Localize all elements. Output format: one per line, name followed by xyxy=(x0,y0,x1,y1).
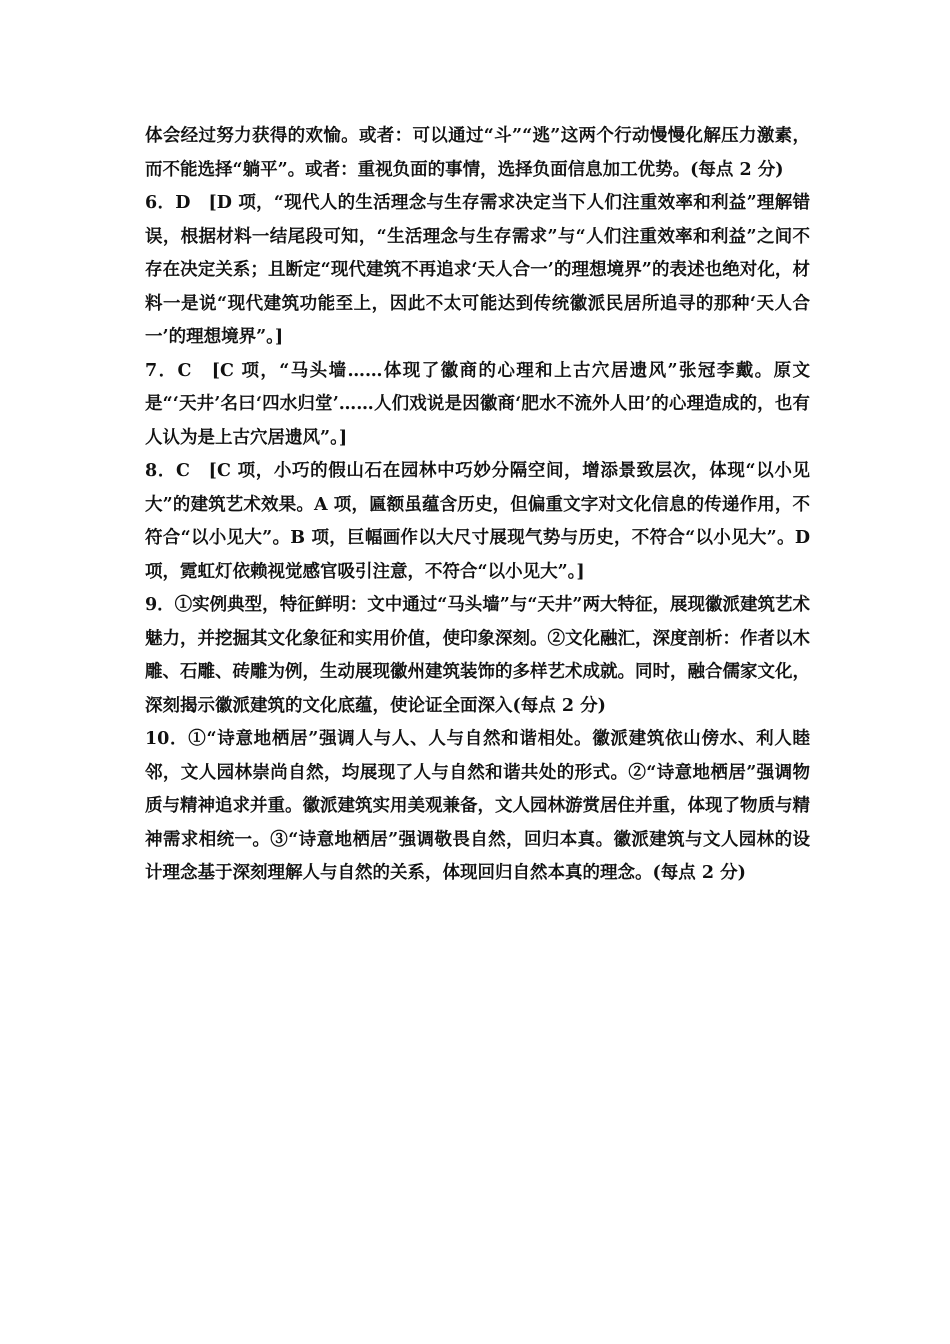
paragraph-answer-6: 6．D [D 项，“现代人的生活理念与生存需求决定当下人们注重效率和利益”理解错误，根据材料一结尾段可知，“生活理念与生存需求”与“人们注重效率和利益”之间不存在决定关系；且断定“现代建筑不再追求‘天人合一’的理想境界”的表述也绝对化，材料一是说“现代建筑功能至上，因此不太可能达到传统徽派民居所追寻的那种‘天人合一’的理想境界”。] xyxy=(145,193,810,347)
paragraph-answer-5-continued: 体会经过努力获得的欢愉。或者：可以通过“斗”“逃”这两个行动慢慢化解压力激素，而不能选择“躺平”。或者：重视负面的事情，选择负面信息加工优势。(每点 2 分) xyxy=(145,126,810,180)
paragraph-answer-7: 7．C [C 项，“马头墙……体现了徽商的心理和上古穴居遗风”张冠李戴。原文是“‘天井’名曰‘四水归堂’……人们戏说是因徽商‘肥水不流外人田’的心理造成的，也有人认为是上古穴居遗风”。] xyxy=(145,360,810,448)
paragraph-answer-10: 10．①“诗意地栖居”强调人与人、人与自然和谐相处。徽派建筑依山傍水、利人睦邻，文人园林崇尚自然，均展现了人与自然和谐共处的形式。②“诗意地栖居”强调物质与精神追求并重。徽派建筑实用美观兼备，文人园林游赏居住并重，体现了物质与精神需求相统一。③“诗意地栖居”强调敬畏自然，回归本真。徽派建筑与文人园林的设计理念基于深刻理解人与自然的关系，体现回归自然本真的理念。(每点 2 分) xyxy=(145,729,810,883)
paragraph-answer-9: 9．①实例典型，特征鲜明：文中通过“马头墙”与“天井”两大特征，展现徽派建筑艺术魅力，并挖掘其文化象征和实用价值，使印象深刻。②文化融汇，深度剖析：作者以木雕、石雕、砖雕为例，生动展现徽州建筑装饰的多样艺术成就。同时，融合儒家文化，深刻揭示徽派建筑的文化底蕴，使论证全面深入(每点 2 分) xyxy=(145,595,810,716)
answer-document xyxy=(145,120,810,891)
paragraph-answer-8: 8．C [C 项，小巧的假山石在园林中巧妙分隔空间，增添景致层次，体现“以小见大”的建筑艺术效果。A 项，匾额虽蕴含历史，但偏重文字对文化信息的传递作用，不符合“以小见大”。B 项，巨幅画作以大尺寸展现气势与历史，不符合“以小见大”。D 项，霓虹灯依赖视觉感官吸引注意，不符合“以小见大”。] xyxy=(145,461,810,582)
